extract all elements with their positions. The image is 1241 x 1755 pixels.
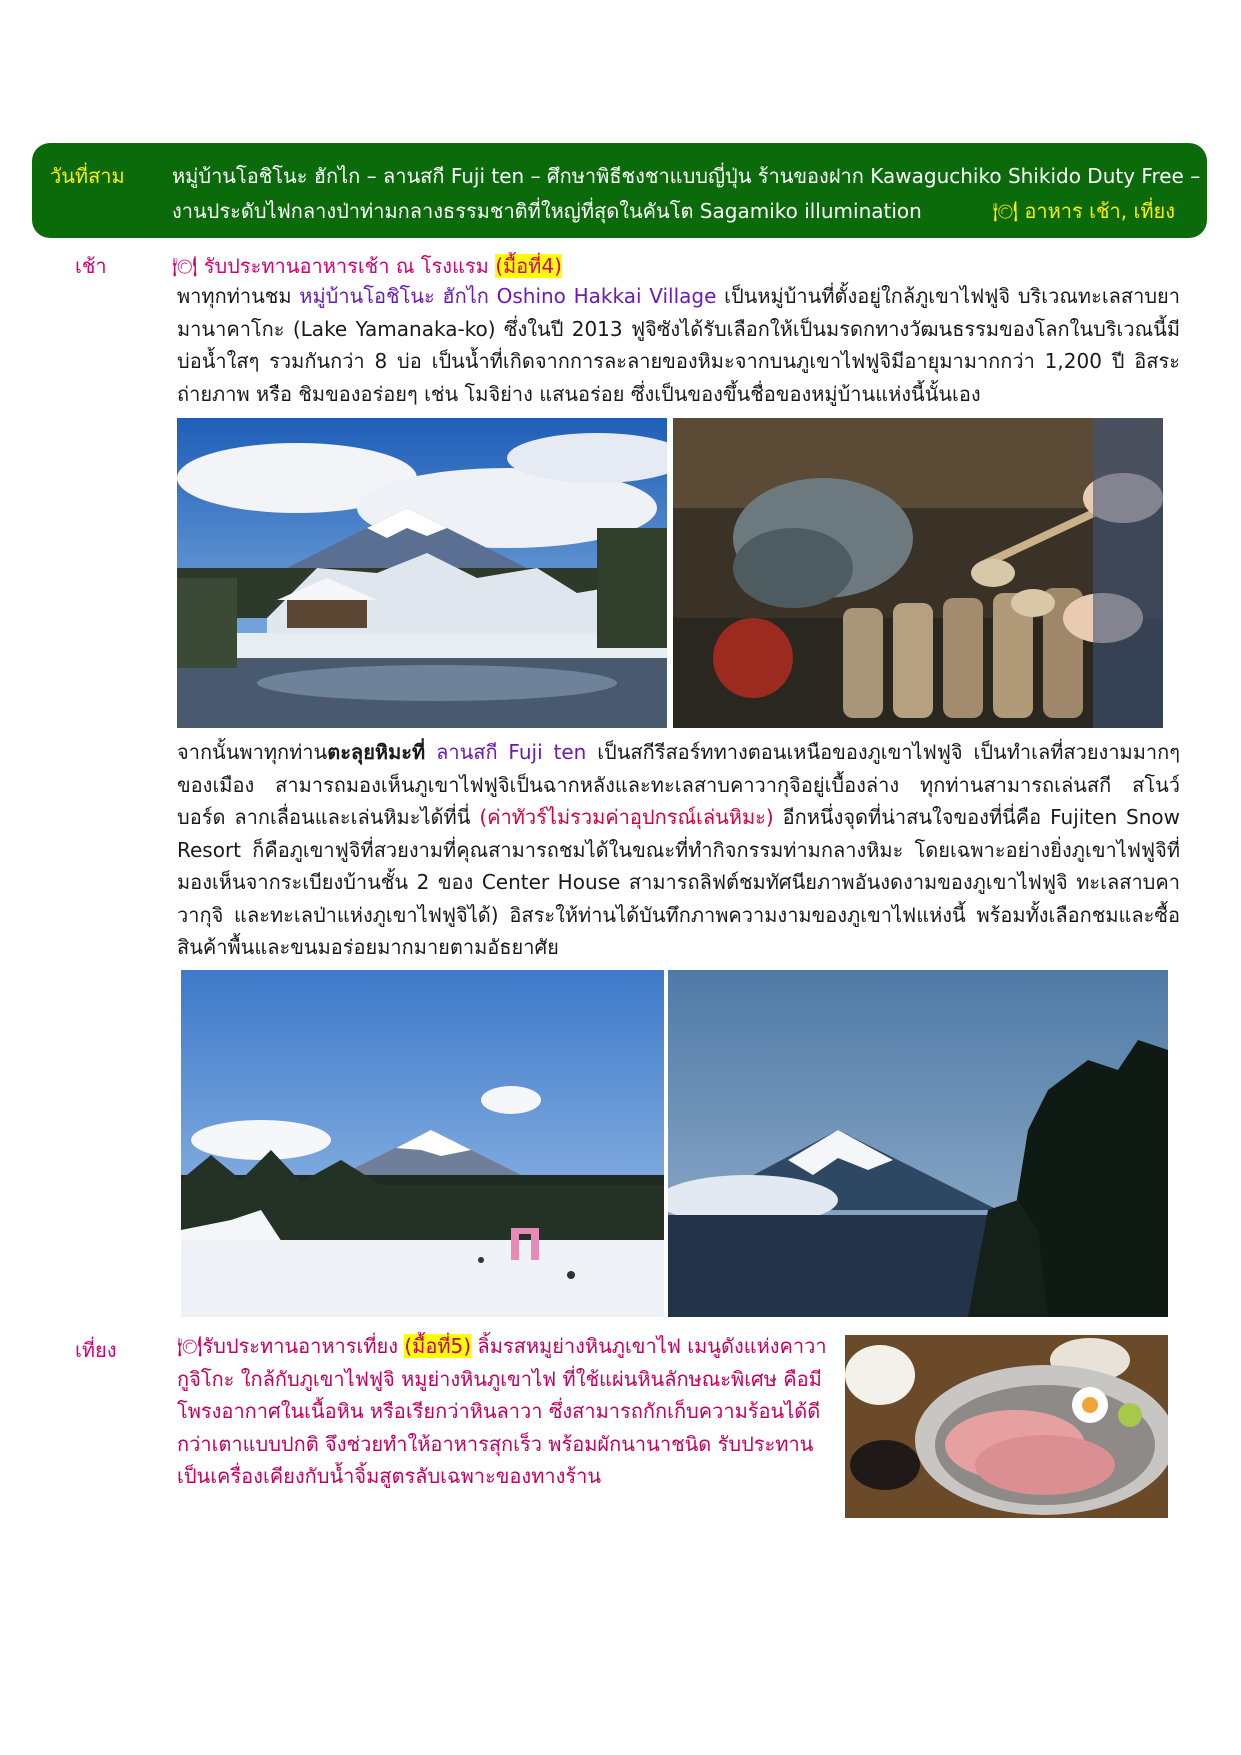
- breakfast-line: [172, 250, 562, 282]
- fujiten-link: ลานสกี Fuji ten: [425, 740, 587, 764]
- oshino-hakkai-link: หมู่บ้านโอชิโนะ ฮักไก Oshino Hakkai Village: [299, 284, 717, 308]
- route-line-1: หมู่บ้านโอชิโนะ ฮักไก – ลานสกี Fuji ten – ศึกษาพิธีชงชาแบบญี่ปุ่น ร้านของฝาก Kawaguchiko Shikido Duty Free –: [172, 164, 1201, 188]
- dragon-water-fountain-photo: [673, 418, 1163, 728]
- fujiten-paragraph: [177, 736, 1180, 964]
- text-span: เป็นสกีรีสอร์ททางตอนเหนือของภูเขาไฟฟูจิ เป็นทำเลที่สวยงามมากๆของเมือง สามารถมองเห็นภูเขาไฟฟูจิเป็นฉากหลังและทะเลสาบคาวากุจิอยู่เบื้องล่าง ทุกท่านสามารถเล่นสกี สโนว์บอร์ด ลากเลื่อนและเล่นหิมะได้ที่นี่: [177, 740, 1180, 829]
- text-span: อีกหนึ่งจุดที่น่าสนใจของที่นี่คือ Fujiten Snow Resort ก็คือภูเขาฟูจิที่สวยงามที่คุณสามารถชมได้ในขณะที่ทำกิจกรรมท่ามกลางหิมะ โดยเฉพาะอย่างยิ่งภูเขาไฟฟูจิที่มองเห็นจากระเบียงบ้านชั้น 2 ของ Center House สามารถลิฟต์ชมทัศนียภาพอันงดงามของภูเขาไฟฟูจิ ทะเลสาบคาวากุจิ และทะเลป่าแห่งภูเขาไฟฟูจิได้) อิสระให้ท่านได้บันทึกภาพความงามของภูเขาไฟแห่งนี้ พร้อมทั้งเลือกชมและซื้อสินค้าพื้นและขนมอร่อยมากมายตามอัธยาศัย: [177, 805, 1181, 959]
- meal-icon: 🍽: [177, 1334, 203, 1358]
- morning-label: เช้า: [75, 254, 107, 278]
- text-span: พาทุกท่านชม: [177, 284, 300, 308]
- oshino-paragraph: [177, 280, 1180, 410]
- text-span: รับประทานอาหารเที่ยง: [202, 1334, 405, 1358]
- meal-number-badge: (มื้อที่5): [404, 1334, 472, 1358]
- text-span: เป็นหมู่บ้านที่ตั้งอยู่ใกล้ภูเขาไฟฟูจิ บริเวณทะเลสาบยามานาคาโกะ (Lake Yamanaka-ko) ซึ่งในปี 2013 ฟูจิซังได้รับเลือกให้เป็นมรดกทางวัฒนธรรมของโลกในบริเวณนี้มีบ่อน้ำใสๆ รวมกันกว่า 8 บ่อ เป็นน้ำที่เกิดจากการละลายของหิมะจากบนภูเขาไฟฟูจิมีอายุมามากกว่า 1,200 ปี อิสระถ่ายภาพ หรือ ชิมของอร่อยๆ เช่น โมจิย่าง แสนอร่อย ซึ่งเป็นของขึ้นชื่อของหมู่บ้านแห่งนี้นั้นเอง: [177, 284, 1180, 406]
- text-span: จากนั้นพาทุกท่าน: [177, 740, 328, 764]
- mount-fuji-view-photo: [668, 970, 1168, 1317]
- route-line-2: งานประดับไฟกลางป่าท่ามกลางธรรมชาติที่ใหญ่ที่สุดในคันโต Sagamiko illumination: [172, 199, 922, 223]
- lunch-paragraph: [177, 1330, 827, 1493]
- snow-emphasis: ตะลุยหิมะที่: [327, 740, 426, 764]
- text-span: ลิ้มรสหมูย่างหินภูเขาไฟ เมนูดังแห่งคาวากูจิโกะ ใกล้กับภูเขาไฟฟูจิ หมูย่างหินภูเขาไฟ ที่ใช้แผ่นหินลักษณะพิเศษ คือมีโพรงอากาศในเนื้อหิน หรือเรียกว่าหินลาวา ซึ่งสามารถกักเก็บความร้อนได้ดีกว่าเตาแบบปกติ จึงช่วยทำให้อาหารสุกเร็ว พร้อมผักนานาชนิด รับประทานเป็นเครื่องเคียงกับน้ำจิ้มสูตรลับเฉพาะของทางร้าน: [177, 1334, 827, 1488]
- meals-included: 🍽 อาหาร เช้า, เที่ยง: [992, 199, 1175, 223]
- equipment-note: (ค่าทัวร์ไม่รวมค่าอุปกรณ์เล่นหิมะ): [479, 805, 774, 829]
- meal-number-badge: (มื้อที่4): [495, 254, 562, 278]
- breakfast-text: 🍽 รับประทานอาหารเช้า ณ โรงแรม: [172, 254, 496, 278]
- day-label: วันที่สาม: [50, 164, 125, 188]
- lava-stone-pork-photo: [845, 1335, 1168, 1518]
- fujiten-ski-slope-photo: [181, 970, 664, 1317]
- lunch-label: เที่ยง: [75, 1338, 117, 1362]
- oshino-snow-village-photo: [177, 418, 667, 728]
